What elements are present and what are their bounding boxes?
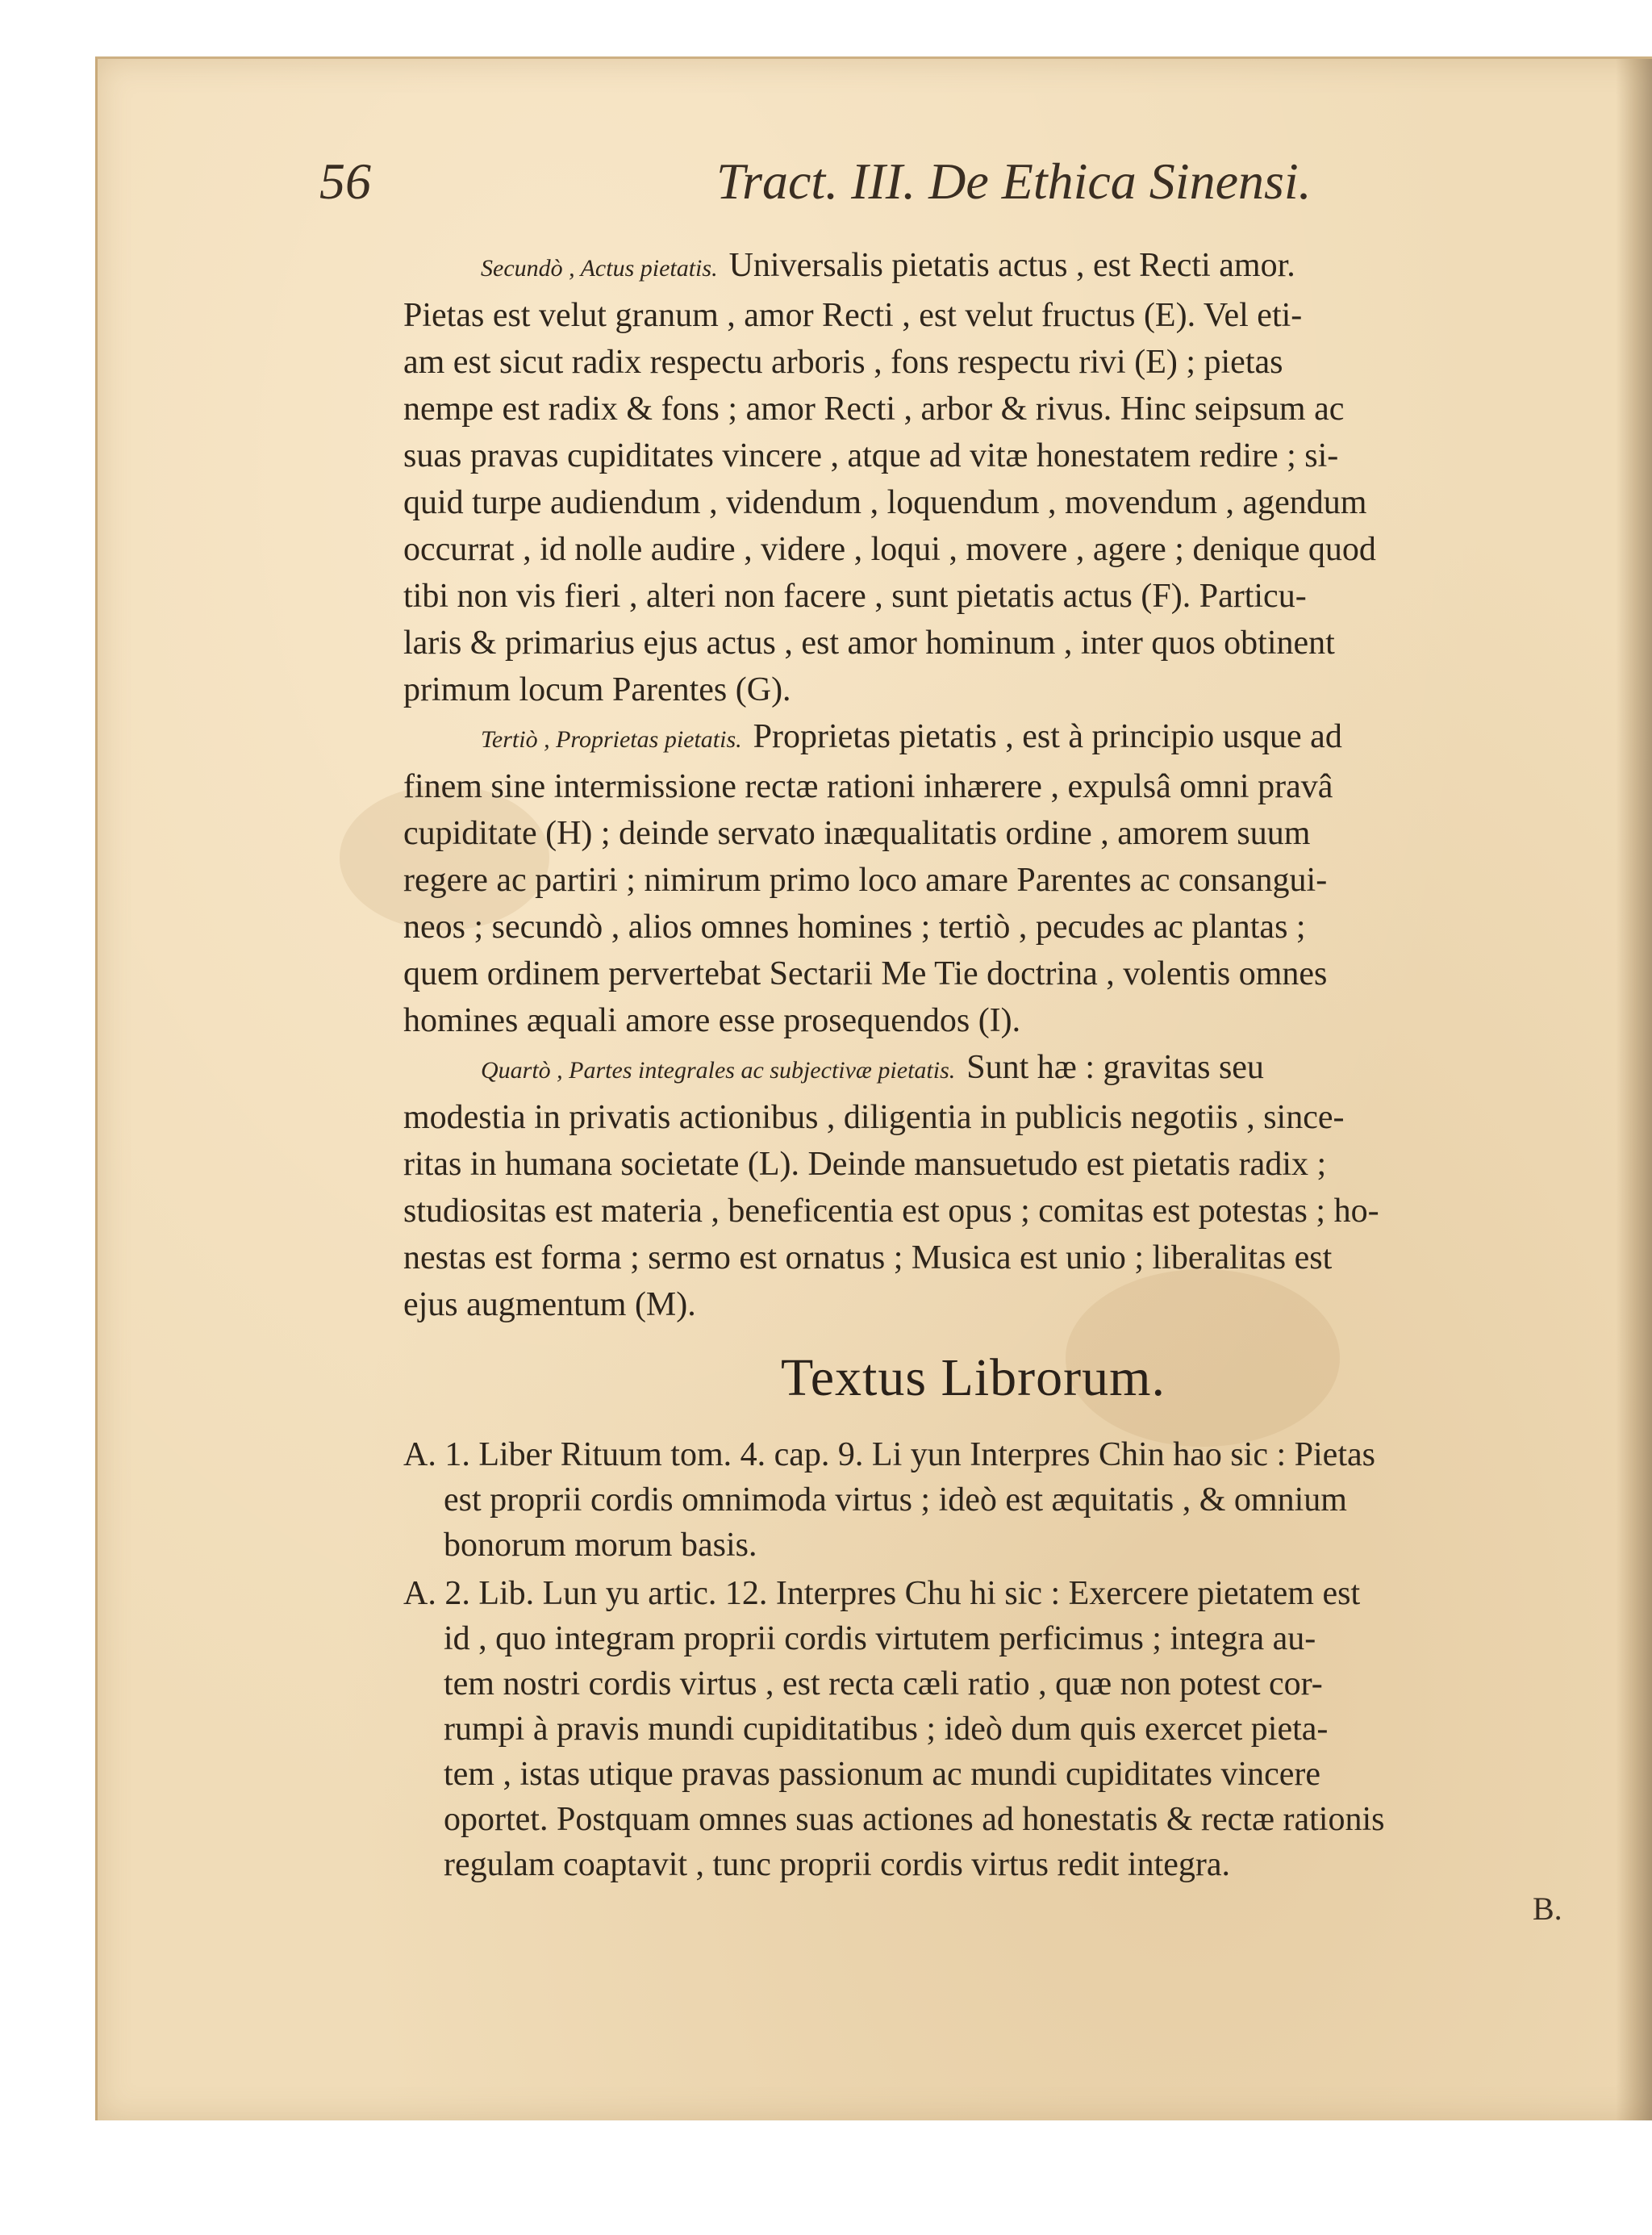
note-line: A. 2. Lib. Lun yu artic. 12. Interpres Chu hi sic : Exercere pietatem est <box>403 1575 1361 1612</box>
page-number: 56 <box>319 152 371 210</box>
text-line: homines æquali amore esse prosequendos (I). <box>403 1002 1021 1039</box>
note-line: A. 1. Liber Rituum tom. 4. cap. 9. Li yun Interpres Chin hao sic : Pietas <box>403 1436 1375 1473</box>
text-line <box>403 713 1646 763</box>
text-line: regere ac partiri ; nimirum primo loco amare Parentes ac consangui- <box>403 862 1328 899</box>
side-heading: Tertiò , Proprietas pietatis. <box>481 726 742 753</box>
text-line: tibi non vis fieri , alteri non facere , sunt pietatis actus (F). Particu- <box>403 578 1307 615</box>
text-line: quid turpe audiendum , videndum , loquendum , movendum , agendum <box>403 484 1367 521</box>
notes-block <box>403 1432 1646 1890</box>
note-line: oportet. Postquam omnes suas actiones ad honestatis & rectæ rationis <box>444 1801 1385 1838</box>
text-line: Pietas est velut granum , amor Recti , est velut fructus (E). Vel eti- <box>403 297 1303 334</box>
note-line: id , quo integram proprii cordis virtutem perficimus ; integra au- <box>444 1620 1316 1657</box>
text-line: occurrat , id nolle audire , videre , loqui , movere , agere ; denique quod <box>403 531 1376 568</box>
note-line: tem , istas utique pravas passionum ac mundi cupiditates vincere <box>444 1756 1321 1793</box>
text-line: cupiditate (H) ; deinde servato inæqualitatis ordine , amorem suum <box>403 815 1311 852</box>
text-line: am est sicut radix respectu arboris , fons respectu rivi (E) ; pietas <box>403 344 1283 381</box>
text-line: studiositas est materia , beneficentia est opus ; comitas est potestas ; ho- <box>403 1193 1379 1230</box>
note-a2 <box>403 1571 1646 1887</box>
body-text <box>403 242 1646 1328</box>
note-line: regulam coaptavit , tunc proprii cordis virtus redit integra. <box>444 1846 1231 1883</box>
paragraph-partes <box>403 1044 1646 1328</box>
text-line: suas pravas cupiditates vincere , atque ad vitæ honestatem redire ; si- <box>403 437 1339 474</box>
text-line: ritas in humana societate (L). Deinde mansuetudo est pietatis radix ; <box>403 1146 1327 1183</box>
text-line <box>403 1044 1646 1094</box>
section-title: Textus Librorum. <box>781 1348 1166 1407</box>
catchword: B. <box>1533 1890 1562 1927</box>
text-line: nestas est forma ; sermo est ornatus ; Musica est unio ; liberalitas est <box>403 1239 1333 1276</box>
text-line <box>403 242 1646 292</box>
note-line: est proprii cordis omnimoda virtus ; ideò est æquitatis , & omnium <box>444 1481 1347 1519</box>
text-line: finem sine intermissione rectæ rationi inhærere , expulsâ omni pravâ <box>403 768 1333 805</box>
text-line: modestia in privatis actionibus , diligentia in publicis negotiis , since- <box>403 1099 1345 1136</box>
side-heading: Quartò , Partes integrales ac subjectivæ pietatis. <box>481 1057 956 1084</box>
text-line-content: Proprietas pietatis , est à principio usque ad <box>753 718 1342 755</box>
running-head: Tract. III. De Ethica Sinensi. <box>716 152 1312 210</box>
paragraph-proprietas <box>403 713 1646 1044</box>
paragraph-actus <box>403 242 1646 713</box>
note-line: bonorum morum basis. <box>444 1527 757 1564</box>
text-line: ejus augmentum (M). <box>403 1286 696 1323</box>
text-line: nempe est radix & fons ; amor Recti , arbor & rivus. Hinc seipsum ac <box>403 391 1345 428</box>
text-line: neos ; secundò , alios omnes homines ; tertiò , pecudes ac plantas ; <box>403 909 1306 946</box>
text-line-content: Sunt hæ : gravitas seu <box>966 1049 1264 1086</box>
note-line: rumpi à pravis mundi cupiditatibus ; ideò dum quis exercet pieta- <box>444 1711 1329 1748</box>
side-heading: Secundò , Actus pietatis. <box>481 255 718 282</box>
text-line: laris & primarius ejus actus , est amor hominum , inter quos obtinent <box>403 625 1335 662</box>
note-line: tem nostri cordis virtus , est recta cæli ratio , quæ non potest cor- <box>444 1665 1323 1702</box>
text-line: primum locum Parentes (G). <box>403 671 791 708</box>
text-line: quem ordinem pervertebat Sectarii Me Tie doctrina , volentis omnes <box>403 955 1328 992</box>
text-line-content: Universalis pietatis actus , est Recti amor. <box>728 247 1295 284</box>
note-a1 <box>403 1432 1646 1568</box>
